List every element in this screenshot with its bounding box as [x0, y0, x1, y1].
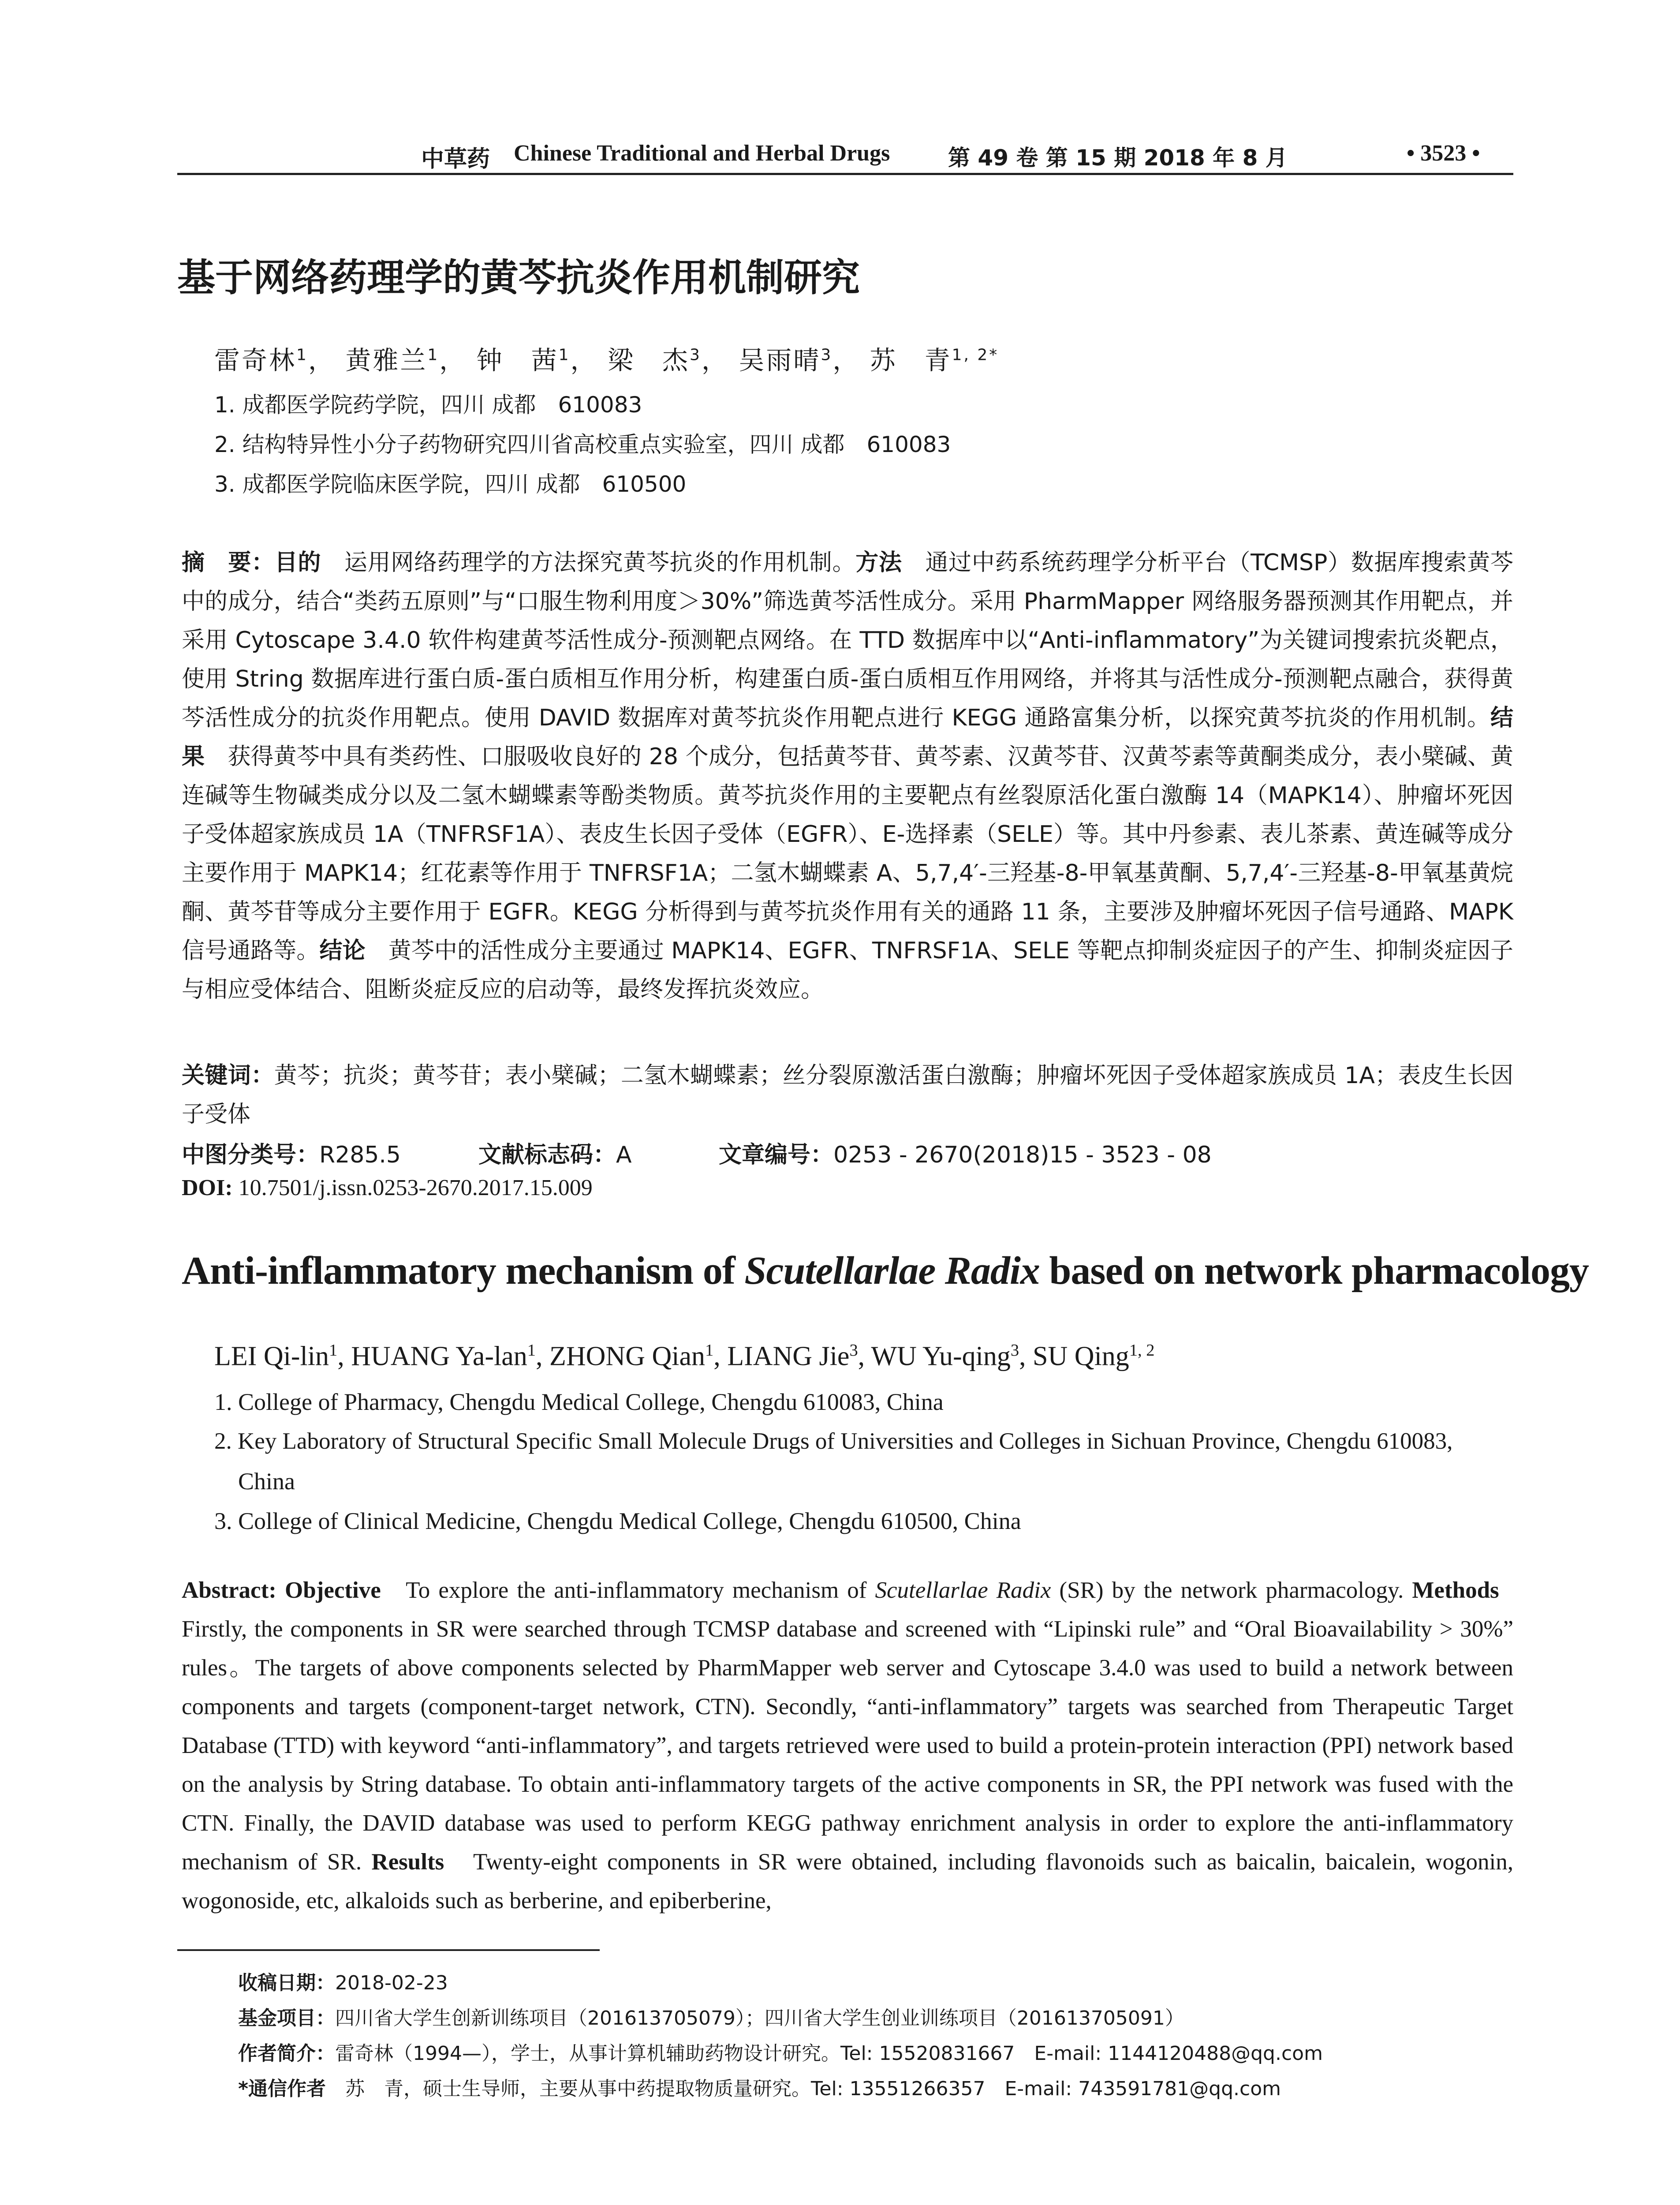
- conclusion-text: 黄芩中的活性成分主要通过 MAPK14、EGFR、TNFRSF1A、SELE 等靶点抑制炎症因子的产生、抑制炎症因子与相应受体结合、阻断炎症反应的启动等，最终发挥抗炎效应。: [182, 938, 1513, 1003]
- footnote-rule: [177, 1949, 600, 1951]
- author-cn: 钟 茜: [476, 345, 559, 375]
- doc-value: A: [616, 1142, 632, 1168]
- methods-en-text: Firstly, the components in SR were searched through TCMSP database and screened with “Lipinski rule” and “Oral Bioavailability > 30%” rules。The targets of above components selected by PharmMapper web server and Cytoscape 3.4.0 was used to build a network between components and targets (component-target network, CTN). Secondly, “anti-inflammatory” targets was searched from Therapeutic Target Database (TTD) with keyword “anti-inflammatory”, and targets retrieved were used to build a protein-protein interaction (PPI) network based on the analysis by String database. To obtain anti-inflammatory targets of the active components in SR, the PPI network was fused with the CTN. Finally, the DAVID database was used to perform KEGG pathway enrichment analysis in order to explore the anti-inflammatory mechanism of SR.: [182, 1616, 1513, 1875]
- objective-label: 目的: [274, 549, 321, 576]
- author-en: SU Qing: [1033, 1341, 1129, 1372]
- author-sup: 3: [690, 346, 702, 364]
- author-sup: 3: [1010, 1341, 1019, 1360]
- journal-issue: 第 49 卷 第 15 期 2018 年 8 月: [948, 145, 1288, 171]
- objective-en-text: To explore the anti-inflammatory mechanism of: [406, 1577, 875, 1603]
- affiliation-cn: 3. 成都医学院临床医学院，四川 成都 610500: [214, 471, 687, 497]
- journal-logo: 中草药: [421, 146, 490, 172]
- corr-value: 苏 青，硕士生导师，主要从事中药提取物质量研究。Tel: 13551266357 E-mail: 743591781@qq.com: [345, 2078, 1281, 2100]
- abstract-en-label: Abstract:: [182, 1577, 276, 1603]
- affiliation-en: 3. College of Clinical Medicine, Chengdu Medical College, Chengdu 610500, China: [214, 1508, 1021, 1534]
- author-cn: 雷奇林: [214, 345, 297, 375]
- author-sup: 3: [849, 1341, 858, 1360]
- header-rule: [177, 173, 1513, 175]
- author-sup: 1: [527, 1341, 536, 1360]
- author-cn: 苏 青: [870, 345, 952, 375]
- clc-value: R285.5: [319, 1142, 401, 1168]
- footnote-bio: [238, 2037, 1323, 2066]
- authors-en: LEI Qi-lin$^1$, HUANG Ya-lan$^1$, ZHONG Qian$^1$, LIANG Jie$^3$, WU Yu-qing$^3$, SU Qing$^{1, 2}$: [214, 1341, 1155, 1372]
- doi-line: [182, 1175, 593, 1201]
- author-sup: 3: [821, 346, 833, 364]
- affiliation-en: 2. Key Laboratory of Structural Specific Small Molecule Drugs of Universities and Colleges in Sichuan Province, Chengdu 610083,: [214, 1428, 1453, 1454]
- abstract-cn: [182, 543, 1513, 1009]
- title-en-italic: Scutellarlae Radix: [744, 1249, 1040, 1293]
- methods-text: 通过中药系统药理学分析平台（TCMSP）数据库搜索黄芩中的成分，结合“类药五原则”与“口服生物利用度＞30%”筛选黄芩活性成分。采用 PharmMapper 网络服务器预测其作用靶点，并采用 Cytoscape 3.4.0 软件构建黄芩活性成分-预测靶点网络。在 TTD 数据库中以“Anti-inflammatory”为关键词搜索抗炎靶点，使用 String 数据库进行蛋白质-蛋白质相互作用分析，构建蛋白质-蛋白质相互作用网络，并将其与活性成分-预测靶点融合，获得黄芩活性成分的抗炎作用靶点。使用 DAVID 数据库对黄芩抗炎作用靶点进行 KEGG 通路富集分析，以探究黄芩抗炎的作用机制。: [182, 549, 1513, 731]
- results-label: 结果: [182, 705, 1513, 770]
- author-sup: 1: [705, 1341, 714, 1360]
- affiliation-cn: 1. 成都医学院药学院，四川 成都 610083: [214, 392, 642, 418]
- author-en: ZHONG Qian: [549, 1341, 705, 1372]
- bio-label: 作者简介：: [238, 2042, 335, 2065]
- abstract-en: [182, 1571, 1513, 1920]
- affiliation-en-cont: China: [238, 1468, 295, 1495]
- author-cn: 吴雨晴: [739, 345, 821, 375]
- keywords-text: 黄芩；抗炎；黄芩苷；表小檗碱；二氢木蝴蝶素；丝分裂原激活蛋白激酶；肿瘤坏死因子受体超家族成员 1A；表皮生长因子受体: [182, 1062, 1513, 1128]
- doc-code: [478, 1136, 632, 1169]
- doc-label: 文献标志码：: [478, 1142, 616, 1168]
- conclusion-label: 结论: [319, 938, 366, 964]
- fund-value: 四川省大学生创新训练项目（201613705079）；四川省大学生创业训练项目（201613705091）: [335, 2007, 1184, 2029]
- keywords-cn: [182, 1056, 1513, 1134]
- footnote-received: [238, 1967, 448, 1995]
- author-en: HUANG Ya-lan: [351, 1341, 527, 1372]
- affiliation-cn: 2. 结构特异性小分子药物研究四川省高校重点实验室，四川 成都 610083: [214, 432, 951, 457]
- article-number: [719, 1136, 1212, 1169]
- author-en: LIANG Jie: [727, 1341, 850, 1372]
- author-sup: 1: [427, 346, 440, 364]
- title-en-pre: Anti-inflammatory mechanism of: [182, 1249, 745, 1293]
- author-cn: 梁 杰: [607, 345, 690, 375]
- author-sup: 1, 2: [1129, 1341, 1155, 1360]
- page-number: • 3523 •: [1407, 141, 1480, 166]
- author-en: LEI Qi-lin: [214, 1341, 329, 1372]
- affiliation-en: 1. College of Pharmacy, Chengdu Medical College, Chengdu 610083, China: [214, 1389, 944, 1415]
- clc-label: 中图分类号：: [182, 1142, 320, 1168]
- authors-cn: 雷奇林$^1$， 黄雅兰$^1$， 钟 茜$^1$， 梁 杰$^3$， 吴雨晴$^3$， 苏 青$^{1, 2*}$: [214, 345, 999, 375]
- author-sup: 1: [329, 1341, 338, 1360]
- results-en-text: Twenty-eight components in SR were obtained, including flavonoids such as baicalin, baicalein, wogonin, wogonoside, etc, alkaloids such as berberine, and epiberberine,: [182, 1849, 1514, 1913]
- classification-line: [182, 1136, 401, 1169]
- author-cn: 黄雅兰: [345, 345, 428, 375]
- results-en-label: Results: [371, 1849, 444, 1875]
- corr-label: *通信作者: [238, 2078, 326, 2100]
- footnote-fund: [238, 2002, 1184, 2030]
- title-cn: 基于网络药理学的黄芩抗炎作用机制研究: [177, 256, 860, 300]
- author-sup: 1: [296, 346, 308, 364]
- results-text: 获得黄芩中具有类药性、口服吸收良好的 28 个成分，包括黄芩苷、黄芩素、汉黄芩苷、汉黄芩素等黄酮类成分，表小檗碱、黄连碱等生物碱类成分以及二氢木蝴蝶素等酚类物质。黄芩抗炎作用的主要靶点有丝裂原活化蛋白激酶 14（MAPK14）、肿瘤坏死因子受体超家族成员 1A（TNFRSF1A）、表皮生长因子受体（EGFR）、E-选择素（SELE）等。其中丹参素、表儿茶素、黄连碱等成分主要作用于 MAPK14；红花素等作用于 TNFRSF1A；二氢木蝴蝶素 A、5,7,4′-三羟基-8-甲氧基黄酮、5,7,4′-三羟基-8-甲氧基黄烷酮、黄芩苷等成分主要作用于 EGFR。KEGG 分析得到与黄芩抗炎作用有关的通路 11 条，主要涉及肿瘤坏死因子信号通路、MAPK 信号通路等。: [182, 744, 1513, 964]
- art-value: 0253 - 2670(2018)15 - 3523 - 08: [833, 1142, 1212, 1168]
- objective-en-post: (SR) by the network pharmacology.: [1051, 1577, 1404, 1603]
- title-en-post: based on network pharmacology: [1039, 1249, 1589, 1293]
- methods-en-label: Methods: [1412, 1577, 1499, 1603]
- author-en: WU Yu-qing: [871, 1341, 1011, 1372]
- objective-en-italic: Scutellarlae Radix: [875, 1577, 1051, 1603]
- author-sup: 1, 2*: [952, 346, 999, 364]
- bio-value: 雷奇林（1994—），学士，从事计算机辅助药物设计研究。Tel: 15520831667 E-mail: 1144120488@qq.com: [335, 2042, 1323, 2065]
- keywords-label: 关键词：: [182, 1062, 274, 1089]
- art-label: 文章编号：: [719, 1142, 834, 1168]
- received-label: 收稿日期：: [238, 1972, 335, 1994]
- journal-name: Chinese Traditional and Herbal Drugs: [514, 141, 890, 166]
- doi-label: DOI:: [182, 1175, 233, 1200]
- methods-label: 方法: [855, 549, 902, 576]
- doi-value: 10.7501/j.issn.0253-2670.2017.15.009: [238, 1175, 593, 1200]
- author-sup: 1: [558, 346, 571, 364]
- objective-en-label: Objective: [284, 1577, 381, 1603]
- footnote-corresponding: [238, 2073, 1281, 2101]
- title-en: [182, 1248, 1589, 1293]
- fund-label: 基金项目：: [238, 2007, 335, 2029]
- received-value: 2018-02-23: [335, 1972, 448, 1994]
- abstract-label: 摘 要：: [182, 549, 275, 576]
- objective-text: 运用网络药理学的方法探究黄芩抗炎的作用机制。: [344, 549, 856, 576]
